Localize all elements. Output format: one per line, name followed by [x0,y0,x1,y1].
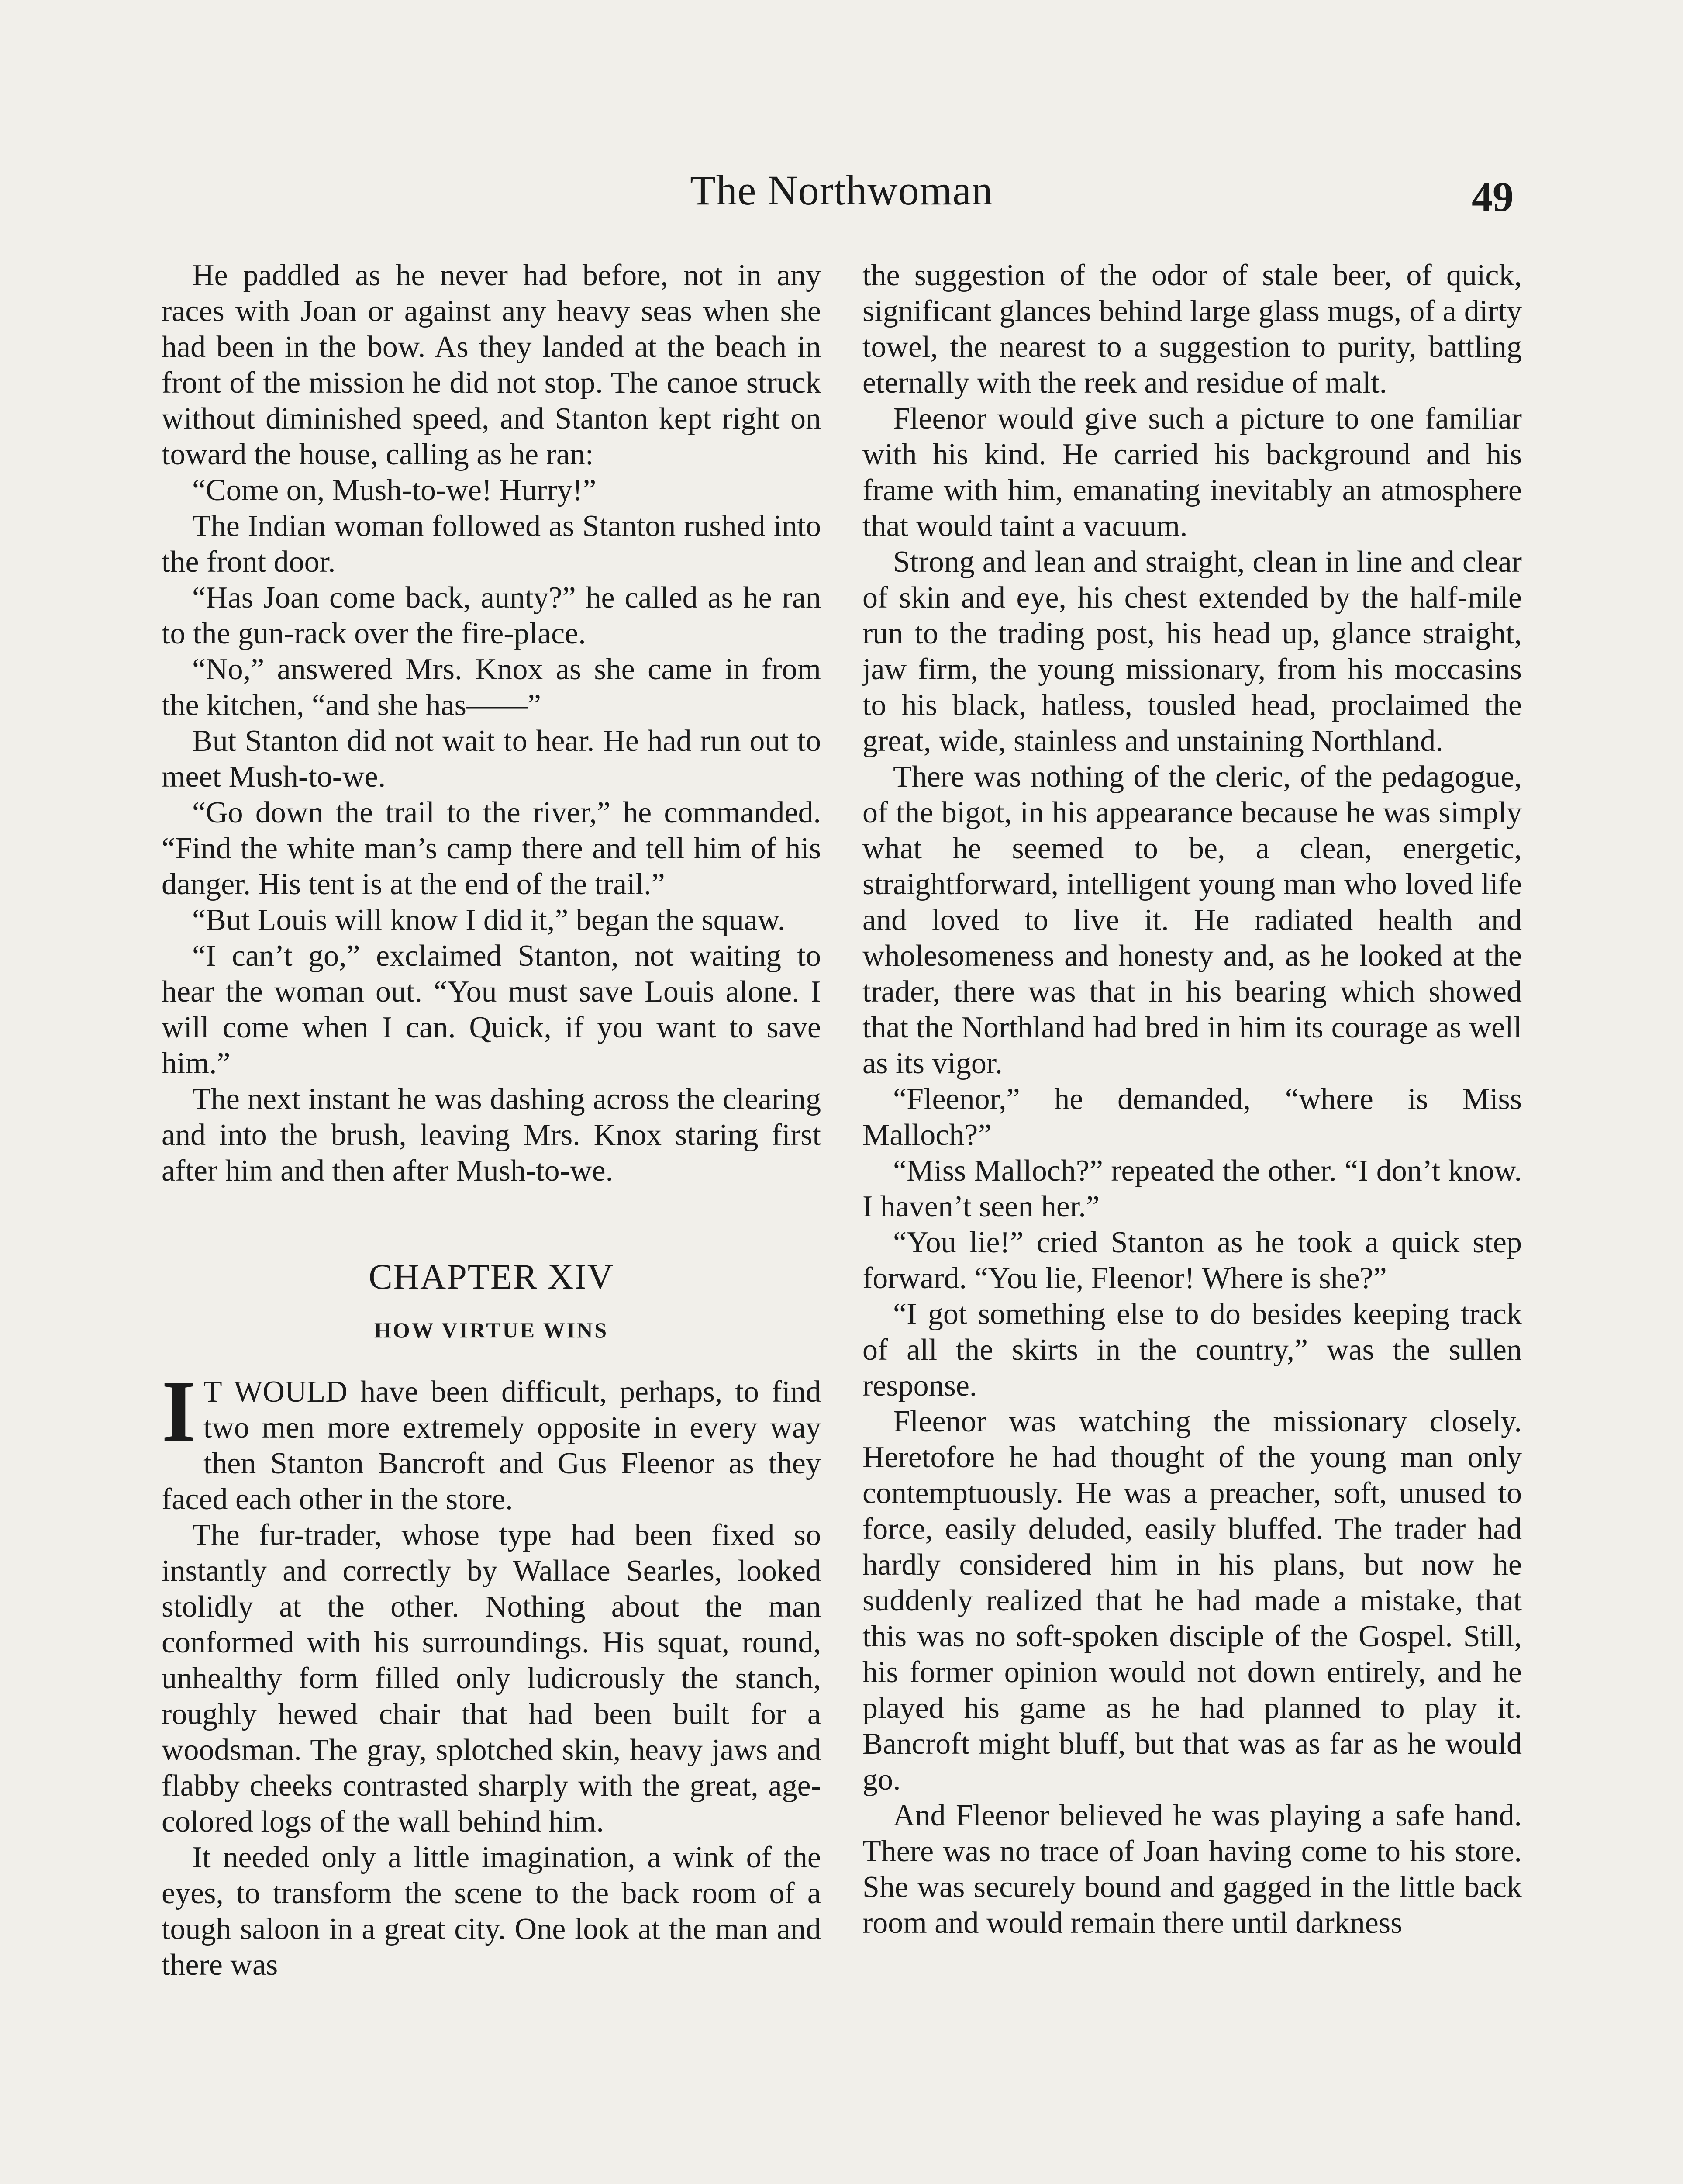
paragraph: “Go down the trail to the river,” he commanded. “Find the white man’s camp there and tell him of his danger. His tent is at the end of the trail.” [162,796,821,901]
paragraph: “Miss Malloch?” repeated the other. “I don’t know. I haven’t seen her.” [862,1154,1522,1223]
page-title: The Northwoman [690,167,993,214]
paragraph: “I can’t go,” exclaimed Stanton, not waiting to hear the woman out. “You must save Louis alone. I will come when I can. Quick, if you want to save him.” [162,939,821,1080]
drop-cap: I [162,1363,196,1460]
opening-text: T WOULD have been difficult, perhaps, to find two men more extremely opposite in every way then Stanton Bancroft and Gus Fleenor as they faced each other in the store. [162,1375,821,1516]
paragraph: “Fleenor,” he demanded, “where is Miss Malloch?” [862,1082,1522,1152]
paragraph: Fleenor would give such a picture to one familiar with his kind. He carried his background and his frame with him, emanating inevitably an atmosphere that would taint a vacuum. [862,402,1522,543]
page-number: 49 [1472,173,1514,220]
paragraph: And Fleenor believed he was playing a safe hand. There was no trace of Joan having come to his store. She was securely bound and gagged in the little back room and would remain there until darkness [862,1799,1522,1940]
paragraph: Fleenor was watching the missionary closely. Heretofore he had thought of the young man only contemptuously. He was a preacher, soft, unused to force, easily deluded, easily bluffed. The trader had hardly considered him in his plans, but now he suddenly realized that he had made a mistake, that this was no soft-spoken disciple of the Gospel. Still, his former opinion would not down entirely, and he played his game as he had planned to play it. Bancroft might bluff, but that was as far as he would go. [862,1405,1522,1797]
paragraph: He paddled as he never had before, not in any races with Joan or against any heavy seas when she had been in the bow. As they landed at the beach in front of the mission he did not stop. The canoe struck without diminished speed, and Stanton kept right on toward the house, calling as he ran: [162,259,821,471]
paragraph: The Indian woman followed as Stanton rushed into the front door. [162,509,821,579]
paragraph: the suggestion of the odor of stale beer, of quick, significant glances behind large glass mugs, of a dirty towel, the nearest to a suggestion to purity, battling eternally with the reek and residue of malt. [862,259,1522,400]
paragraph: “No,” answered Mrs. Knox as she came in from the kitchen, “and she has——” [162,653,821,722]
right-column [862,258,1522,1941]
paragraph: “I got something else to do besides keeping track of all the skirts in the country,” was the sullen response. [862,1297,1522,1403]
paragraph: But Stanton did not wait to hear. He had run out to meet Mush-to-we. [162,724,821,794]
paragraph: It needed only a little imagination, a wink of the eyes, to transform the scene to the back room of a tough saloon in a great city. One look at the man and there was [162,1841,821,1982]
chapter-title: CHAPTER XIV [369,1257,614,1296]
paragraph: The next instant he was dashing across the clearing and into the brush, leaving Mrs. Knox staring first after him and then after Mush-to-we. [162,1082,821,1188]
paragraph: There was nothing of the cleric, of the pedagogue, of the bigot, in his appearance because he was simply what he seemed to be, a clean, energetic, straightforward, intelligent young man who loved life and loved to live it. He radiated health and wholesomeness and honesty and, as he looked at the trader, there was that in his bearing which showed that the Northland had bred in him its courage as well as its vigor. [862,760,1522,1080]
paragraph: “You lie!” cried Stanton as he took a quick step forward. “You lie, Fleenor! Where is she?” [862,1226,1522,1295]
chapter-subtitle: HOW VIRTUE WINS [374,1318,609,1342]
left-column [162,258,821,1983]
paragraph: “Has Joan come back, aunty?” he called as he ran to the gun-rack over the fire-place. [162,581,821,650]
paragraph: “Come on, Mush-to-we! Hurry!” [192,473,597,507]
paragraph: “But Louis will know I did it,” began the squaw. [192,903,786,937]
opening-paragraph [162,1363,821,1517]
paragraph: Strong and lean and straight, clean in line and clear of skin and eye, his chest extended by the half-mile run to the trading post, his head up, glance straight, jaw firm, the young missionary, from his moccasins to his black, hatless, tousled head, proclaimed the great, wide, stainless and unstaining Northland. [862,545,1522,758]
paragraph: The fur-trader, whose type had been fixed so instantly and correctly by Wallace Searles, looked stolidly at the other. Nothing about the man conformed with his surroundings. His squat, round, unhealthy form filled only ludicrously the stanch, roughly hewed chair that had been built for a woodsman. The gray, splotched skin, heavy jaws and flabby cheeks contrasted sharply with the great, age-colored logs of the wall behind him. [162,1518,821,1838]
